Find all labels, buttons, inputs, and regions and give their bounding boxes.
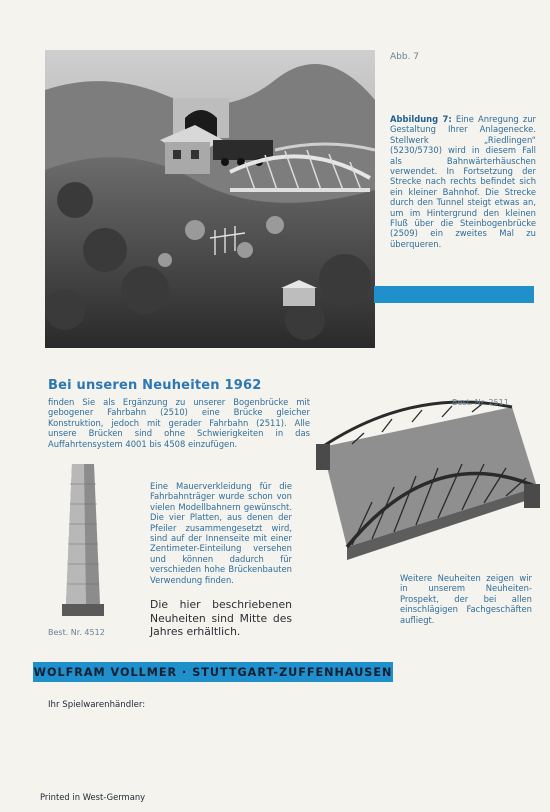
figure-label: Abb. 7 xyxy=(390,52,420,62)
pillar-label: Best. Nr. 4512 xyxy=(48,628,105,637)
section-heading: Bei unseren Neuheiten 1962 xyxy=(48,378,262,393)
dealer-label: Ihr Spielwarenhändler: xyxy=(48,700,146,710)
availability-note: Die hier beschriebenen Neuheiten sind Mitte des Jahres erhältlich. xyxy=(150,598,292,638)
prospectus-note: Weitere Neuheiten zeigen wir in unserem Neuheiten-Prospekt, der bei allen einschlägigen Fachgeschäften aufliegt. xyxy=(400,573,532,625)
accent-bar xyxy=(374,286,534,303)
layout-photo xyxy=(45,50,375,348)
pillar-illustration xyxy=(58,464,108,620)
section-intro: finden Sie als Ergänzung zu unserer Bogenbrücke mit gebogener Fahrbahn (2510) eine Brücke gleicher Konstruktion, jedoch mit gerader Fahrbahn (2511). Alle unsere Brücken sind ohne Schwierigkeiten in das Auffahrtensystem 4001 bis 4508 einzufügen. xyxy=(48,397,310,449)
photo-caption xyxy=(390,114,536,249)
bridge-illustration xyxy=(312,392,544,564)
company-banner xyxy=(33,662,393,682)
pillar-description: Eine Mauerverkleidung für die Fahrbahnträger wurde schon von vielen Modellbahnern gewünscht. Die vier Platten, aus denen der Pfeiler zusammengesetzt wird, sind auf der Innenseite mit einer Zentimeter-Einteilung versehen und können dadurch für verschieden hohe Brückenbauten Verwendung finden. xyxy=(150,481,292,585)
caption-body: Eine Anregung zur Gestaltung Ihrer Anlagenecke. Stellwerk „Riedlingen“ (5230/5730) wird in diesem Fall als Bahnwärterhäuschen verwendet. In Fortsetzung der Strecke nach rechts befindet sich ein kleiner Bahnhof. Die Strecke durch den Tunnel steigt etwas an, um im Hintergrund den kleinen Fluß über die Steinbogenbrücke (2509) ein zweites Mal zu überqueren. xyxy=(390,114,536,249)
company-name: WOLFRAM VOLLMER · STUTTGART-ZUFFENHAUSEN xyxy=(33,665,393,679)
printed-note: Printed in West-Germany xyxy=(40,792,146,802)
bridge-label: Best. Nr. 2511 xyxy=(452,398,509,407)
caption-lead: Abbildung 7: xyxy=(390,114,452,124)
